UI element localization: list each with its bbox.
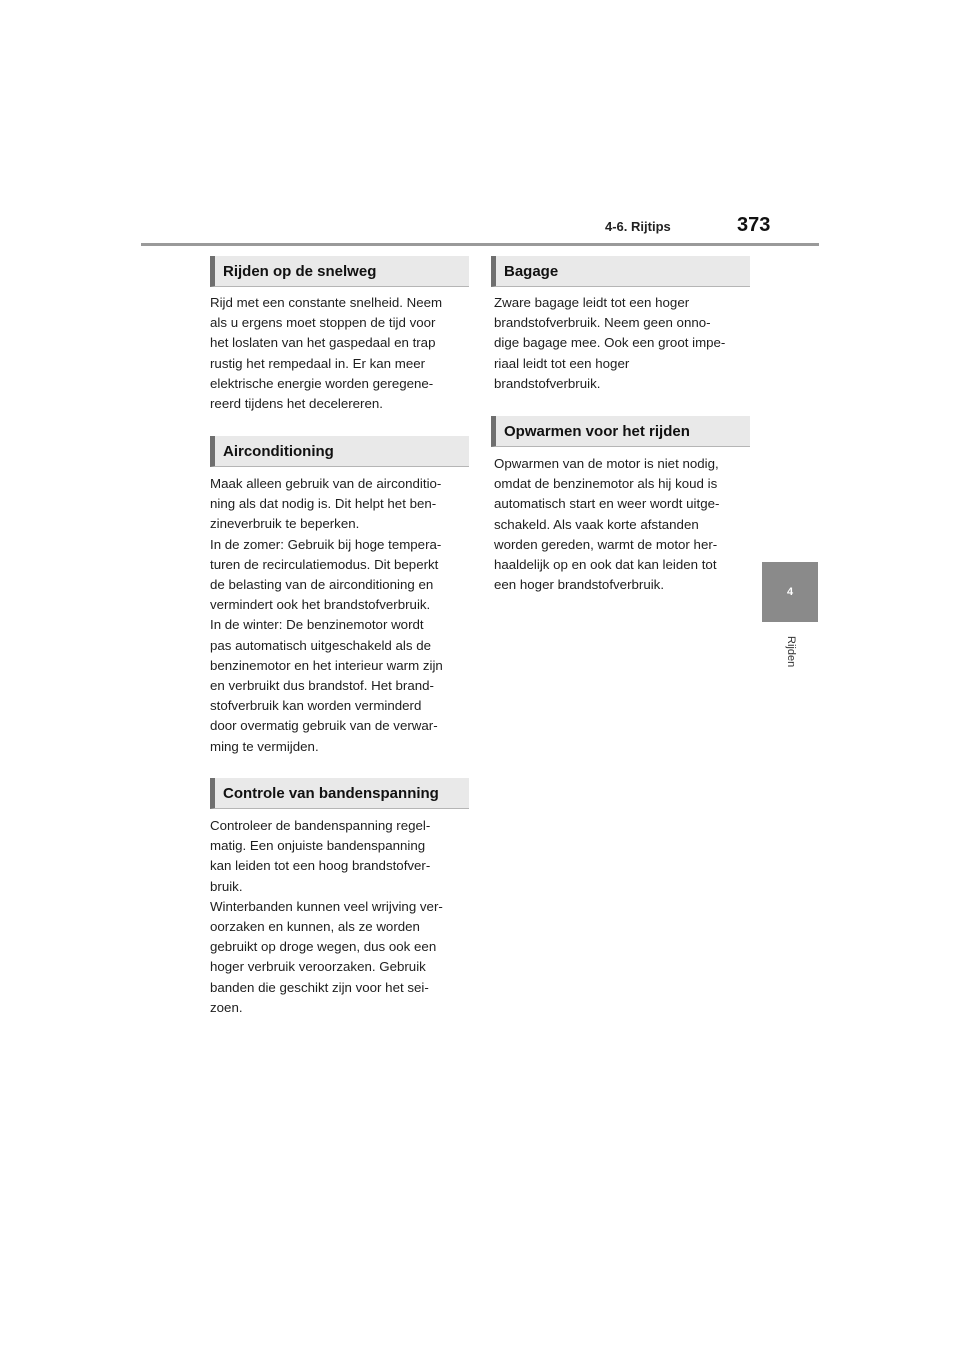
heading-opwarmen-voor-het-rijden: Opwarmen voor het rijden [491,416,750,447]
page-number: 373 [737,214,771,236]
heading-bagage: Bagage [491,256,750,287]
heading-controle-van-bandenspanning: Controle van bandenspanning [210,778,469,809]
chapter-tab [762,562,818,622]
chapter-number: 4 [786,586,794,598]
paragraph-rijden-op-de-snelweg: Rijd met een constante snelheid. Neem als u ergens moet stoppen de tijd voor het loslaten van het gaspedaal en trap rustig het rempedaal in. Er kan meer elektrische energie worden geregene- reerd tijdens het decelereren. [210,295,443,412]
paragraph-opwarmen-voor-het-rijden: Opwarmen van de motor is niet nodig, omdat de benzinemotor als hij koud is automatisch start en weer wordt uitge- schakeld. Als vaak korte afstanden worden gereden, warmt de motor her- haaldelijk op en ook dat kan leiden tot een hoger brandstofverbruik. [494,456,720,593]
paragraph-airconditioning: Maak alleen gebruik van de airconditio- ning als dat nodig is. Dit helpt het ben- zineverbruik te beperken. In de zomer: Gebruik bij hoge tempera- turen de recirculatiemodus. Dit beperkt de belasting van de airconditioning en vermindert ook het brandstofverbruik. In de winter: De benzinemotor wordt pas automatisch uitgeschakeld als de benzinemotor en het interieur warm zijn en verbruikt dus brandstof. Het brand- stofverbruik kan worden verminderd door overmatig gebruik van de verwar- ming te vermijden. [210,476,443,754]
paragraph-controle-van-bandenspanning: Controleer de bandenspanning regel- matig. Een onjuiste bandenspanning kan leiden tot een hoog brandstofver- bruik. Winterbanden kunnen veel wrijving ver- oorzaken en kunnen, als ze worden gebruikt op droge wegen, dus ook een hoger verbruik veroorzaken. Gebruik banden die geschikt zijn voor het sei- zoen. [210,818,443,1015]
section-title: 4-6. Rijtips [605,219,671,234]
heading-airconditioning: Airconditioning [210,436,469,467]
chapter-label: Rijden [785,636,797,668]
paragraph-bagage: Zware bagage leidt tot een hoger brandstofverbruik. Neem geen onno- dige bagage mee. Ook een groot impe- riaal leidt tot een hoger brandstofverbruik. [494,295,726,391]
header-divider [141,243,819,246]
heading-rijden-op-de-snelweg: Rijden op de snelweg [210,256,469,287]
